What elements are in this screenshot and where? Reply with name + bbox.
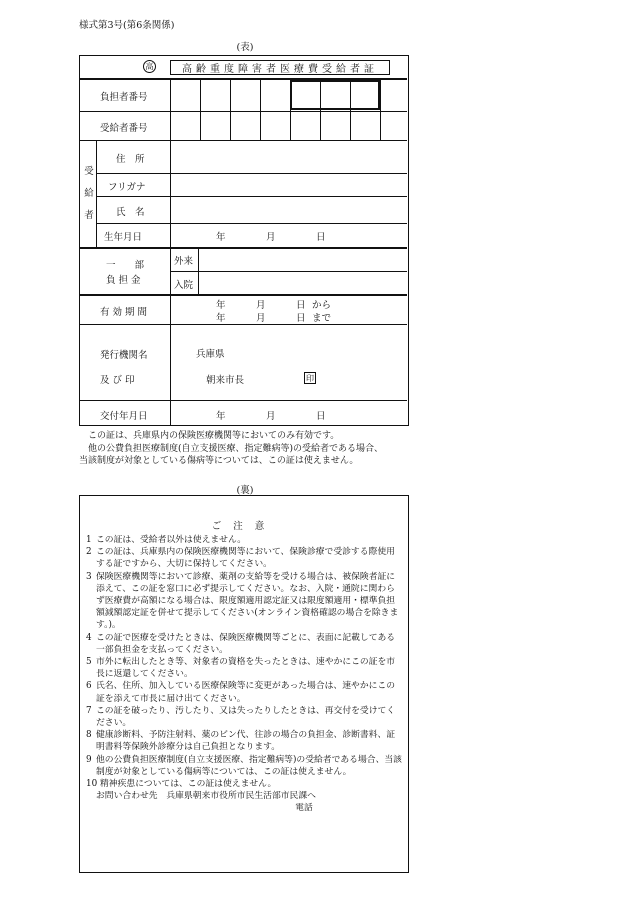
front-side-label: (表) <box>236 42 254 53</box>
validity-from-suffix: から <box>312 300 332 311</box>
notice-item <box>86 680 402 704</box>
copay-label-line1: 一 部 <box>106 260 145 271</box>
column-divider <box>200 78 201 140</box>
divider <box>80 247 407 249</box>
copay-label-line2: 負 担 金 <box>106 275 141 286</box>
divider <box>96 223 407 224</box>
form-id: 様式第3号(第6条関係) <box>79 20 175 31</box>
front-notes <box>79 430 419 468</box>
divider <box>80 324 407 325</box>
address-label: 住 所 <box>116 154 145 165</box>
notice-number: 8 <box>86 730 92 741</box>
phone-label: 電話 <box>295 803 313 814</box>
notice-item <box>86 632 402 656</box>
notice-item <box>86 534 402 546</box>
notice-item <box>86 546 402 570</box>
notice-number: 9 <box>86 754 92 765</box>
notice-text: 市外に転出したとき等、対象者の資格を失ったときは、速やかにこの証を市長に返還してください。 <box>96 657 396 680</box>
notice-text: この証を破ったり、汚したり、又は失ったりしたときは、再交付を受けてください。 <box>96 705 396 729</box>
divider <box>80 111 407 112</box>
notice-text: 氏名、住所、加入している医療保険等に変更があった場合は、速やかにこの証を添えて市長に届け出てください。 <box>96 681 396 704</box>
column-divider <box>230 78 231 140</box>
certificate-front <box>79 55 409 426</box>
notice-text: この証で医療を受けたときは、保険医療機関等ごとに、表面に記載してある一部負担金を支払ってください。 <box>96 632 396 655</box>
seal-mark-icon: 高 <box>143 60 156 73</box>
validity-from-day: 日 <box>296 300 306 311</box>
birthdate-label: 生年月日 <box>104 232 143 243</box>
certificate-title: 高齢重度障害者医療費受給者証 <box>170 60 390 75</box>
notice-number: 10 <box>86 779 98 790</box>
notice-number: 7 <box>86 705 92 716</box>
column-divider <box>380 78 381 140</box>
front-note-line: 当該制度が対象としている傷病等については、この証は使えません。 <box>79 456 359 466</box>
divider <box>80 400 407 401</box>
notice-number: 6 <box>86 681 92 692</box>
divider <box>96 173 407 174</box>
notice-number: 4 <box>86 632 92 643</box>
issuer-city-mayor: 朝来市長 <box>206 375 245 386</box>
official-stamp-icon: 印 <box>306 373 314 383</box>
notice-number: 5 <box>86 657 92 668</box>
notice-item <box>86 754 402 778</box>
issuer-prefecture: 兵庫県 <box>196 349 225 360</box>
front-note-line: 他の公費負担医療制度(自立支援医療、指定難病等)の受給者である場合、 <box>79 443 384 454</box>
notice-text: 健康診断料、予防注射料、薬のビン代、往診の場合の負担金、診断書料、証明書料等保険外診療分は自己負担となります。 <box>96 730 396 753</box>
recipient-group-label: 受給者 <box>84 166 94 221</box>
recipient-number-label: 受給者番号 <box>100 123 148 134</box>
column-divider <box>170 78 171 425</box>
contact-info: お問い合わせ先 兵庫県朝来市役所市民生活部市民課へ <box>96 791 316 802</box>
notice-heading: ご注意 <box>211 521 277 532</box>
name-label: 氏 名 <box>116 207 145 218</box>
highlighted-digits-box <box>290 80 380 110</box>
validity-from-year: 年 <box>216 300 226 311</box>
notice-number: 2 <box>86 547 92 558</box>
divider <box>96 196 407 197</box>
notice-number: 3 <box>86 571 92 582</box>
notice-list <box>86 534 402 790</box>
notice-text: 精神疾患については、この証は使えません。 <box>100 779 277 790</box>
issue-year-unit: 年 <box>216 411 226 422</box>
inpatient-label: 入院 <box>174 280 194 291</box>
notice-text: 保険医療機関等において診療、薬剤の支給等を受ける場合は、被保険者証に添えて、この証を窓口に必ず提示してください。なお、入院・通院に関わらず医療費が高額になる場合は、限度額適用認定証又は限度額適用・標準負担額減額認定証を併せて提示してください(オンライン資格確認の場合を除きます。)。 <box>96 571 399 631</box>
notice-item <box>86 571 402 632</box>
issue-day-unit: 日 <box>316 411 326 422</box>
notice-item <box>86 778 402 790</box>
back-side-label: (裏) <box>236 485 254 496</box>
birth-year-unit: 年 <box>216 232 226 243</box>
issue-month-unit: 月 <box>266 411 276 422</box>
furigana-label: フリガナ <box>108 182 146 193</box>
outpatient-label: 外来 <box>174 256 194 267</box>
notice-text: この証は、受給者以外は使えません。 <box>96 535 247 545</box>
payer-number-label: 負担者番号 <box>100 92 148 103</box>
column-divider <box>198 247 199 294</box>
validity-until-month: 月 <box>256 313 266 324</box>
notice-number: 1 <box>86 535 92 545</box>
front-note-line: この証は、兵庫県内の保険医療機関等においてのみ有効です。 <box>79 431 340 441</box>
divider <box>80 294 407 296</box>
certificate-back <box>79 495 409 873</box>
validity-until-suffix: まで <box>312 313 332 324</box>
birth-month-unit: 月 <box>266 232 276 243</box>
validity-until-day: 日 <box>296 313 306 324</box>
notice-item <box>86 729 402 753</box>
notice-item <box>86 705 402 729</box>
divider <box>80 140 407 141</box>
birth-day-unit: 日 <box>316 232 326 243</box>
validity-until-year: 年 <box>216 313 226 324</box>
notice-text: 他の公費負担医療制度(自立支援医療、指定難病等)の受給者である場合、当該制度が対象としている傷病等については、この証は使えません。 <box>96 754 402 777</box>
validity-label: 有 効 期 間 <box>100 307 148 318</box>
validity-from-month: 月 <box>256 300 266 311</box>
issue-date-label: 交付年月日 <box>100 411 148 422</box>
divider <box>170 271 407 272</box>
issuer-label-line2: 及 び 印 <box>100 375 135 386</box>
notice-text: この証は、兵庫県内の保険医療機関等において、保険診療で受診する際使用する証ですから、大切に保持してください。 <box>96 547 395 570</box>
issuer-label-line1: 発行機関名 <box>100 350 148 361</box>
column-divider <box>260 78 261 140</box>
notice-item <box>86 656 402 680</box>
column-divider <box>96 140 97 247</box>
